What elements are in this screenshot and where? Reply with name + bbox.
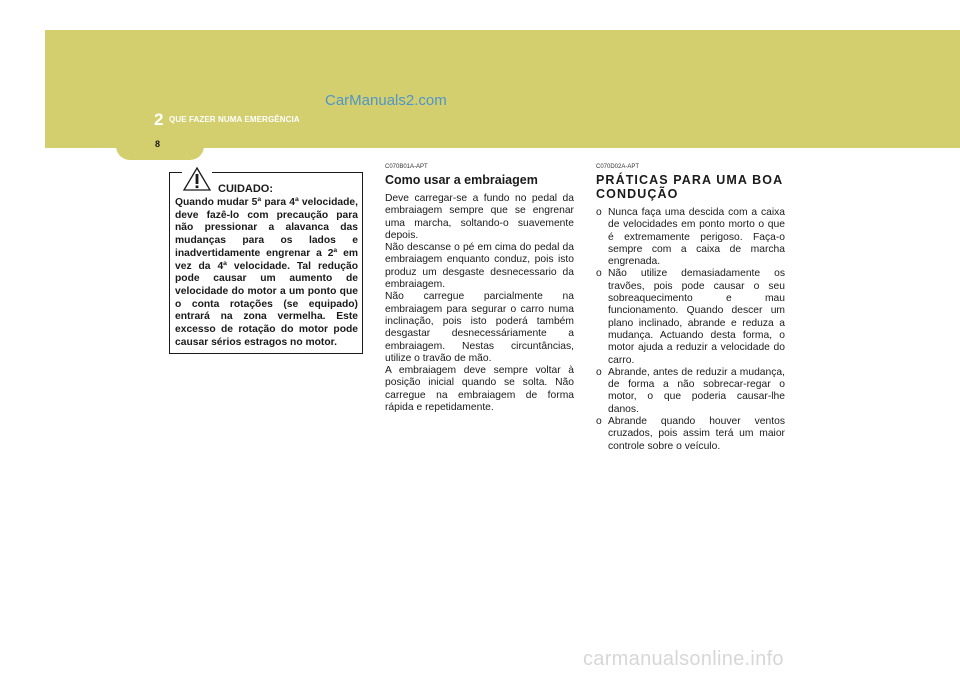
warning-triangle-icon	[182, 166, 212, 192]
chapter-number: 2	[154, 110, 164, 129]
paragraph: A embraiagem deve sempre voltar à posição inicial quando se solta. Não carregue na embraiagem de forma rápida e repetidamente.	[385, 365, 574, 414]
practices-section	[596, 164, 785, 453]
footer-watermark: carmanualsonline.info	[583, 648, 784, 670]
list-item: o Não utilize demasiadamente os travões, pois pode causar o seu sobreaquecimento e mau funcionamento. Quando descer um plano inclinado, abrande e reduza a mudança. Actuando desta forma, o motor ajuda a reduzir a velocidade do carro.	[596, 268, 785, 366]
list-item: o Nunca faça uma descida com a caixa de velocidades em ponto morto o que é extremamente perigoso. Faça-o sempre com a caixa de marcha engrenada.	[596, 207, 785, 268]
section-title: Como usar a embraiagem	[385, 173, 538, 187]
clutch-section	[385, 164, 574, 414]
section-code: C070D02A-APT	[596, 164, 640, 170]
bullet-marker: o	[596, 416, 602, 428]
list-item: o Abrande quando houver ventos cruzados, pois assim terá um maior controle sobre o veículo.	[596, 416, 785, 452]
bullet-marker: o	[596, 207, 602, 218]
bullet-marker: o	[596, 366, 602, 378]
page-number: 8	[155, 139, 161, 149]
caution-title: CUIDADO:	[218, 183, 273, 195]
paragraph: Não carregue parcialmente na embraiagem para segurar o carro numa inclinação, pois isto poderá também desgastar desnecessáriamente a embraiagem. Nestas circuntâncias, utilize o travão de mão.	[385, 291, 574, 364]
chapter-title: QUE FAZER NUMA EMERGÊNCIA	[169, 115, 300, 124]
section-body	[385, 193, 574, 414]
bullet-marker: o	[596, 268, 602, 280]
caution-box	[169, 172, 363, 354]
list-item: o Abrande, antes de reduzir a mudança, de forma a não sobrecar-regar o motor, o que poderia causar-lhe danos.	[596, 366, 785, 415]
paragraph: Não descanse o pé em cima do pedal da embraiagem enquanto conduz, pois isto produz um desgaste desnecessario da embraiagem.	[385, 242, 574, 291]
watermark-link[interactable]: CarManuals2.com	[325, 92, 447, 109]
paragraph: Deve carregar-se a fundo no pedal da embraiagem sempre que se engrenar uma marcha, soltando-o suavemente depois.	[385, 193, 574, 241]
section-title: PRÁTICAS PARA UMA BOA CONDUÇÃO	[596, 173, 783, 201]
practices-list	[596, 207, 785, 453]
header-band	[45, 30, 960, 148]
caution-text: Quando mudar 5ª para 4ª velocidade, deve fazê-lo com precaução para não pressionar a alavanca das mudanças para os lados e inadvertidamente engrenar a 2ª em vez da 4ª velocidade. Tal redução pode causar um aumento de velocidade do motor a um ponto que o conta rotações (se equipado) entrará na zona vermelha. Este excesso de rotação do motor pode causar sérios estragos no motor.	[175, 197, 358, 348]
section-code: C070B01A-APT	[385, 164, 428, 170]
